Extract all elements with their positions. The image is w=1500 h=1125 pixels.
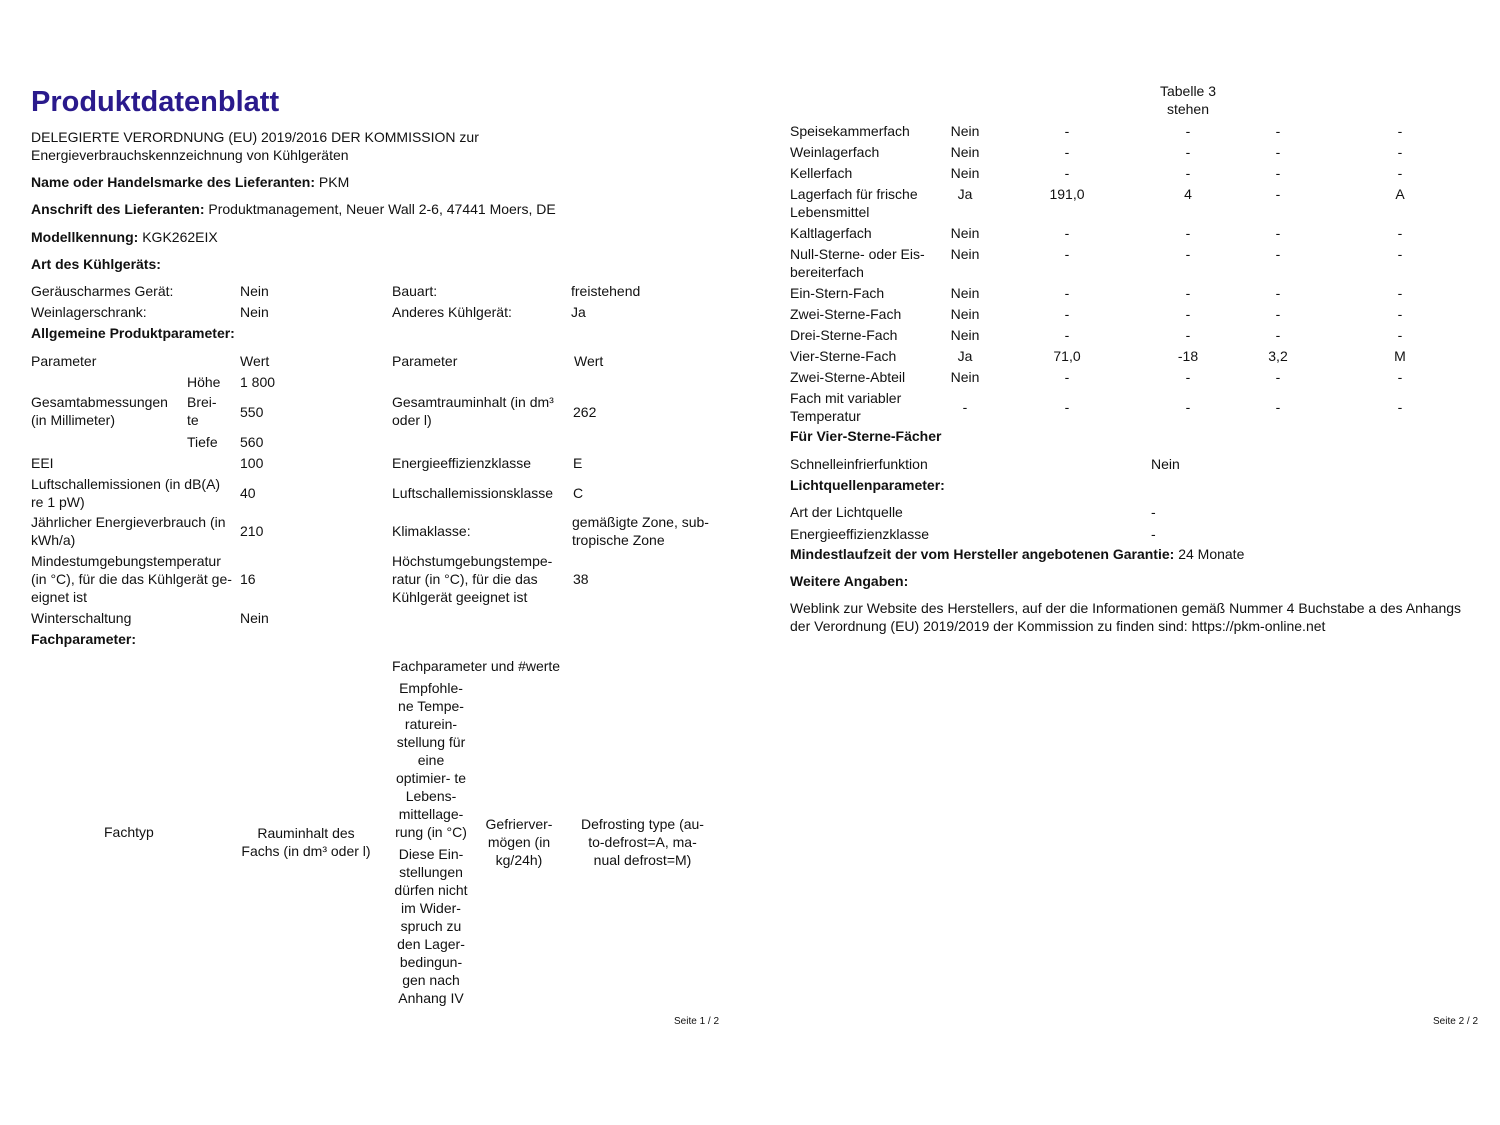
compartment-present: Nein — [950, 123, 980, 139]
compartment-volume: - — [1064, 123, 1070, 139]
supplier-label: Name oder Handelsmarke des Lieferanten: — [31, 174, 315, 190]
compartment-name: Drei-Sterne-Fach — [790, 327, 898, 343]
compartment-volume: - — [1064, 144, 1070, 160]
wine-cabinet-label: Weinlagerschrank: — [31, 304, 147, 320]
compartment-defrost-type: M — [1394, 348, 1406, 364]
compartment-volume: - — [1064, 246, 1070, 262]
compartment-present: - — [962, 399, 968, 415]
compartment-temperature: - — [1185, 327, 1191, 343]
compartment-volume: 71,0 — [1053, 348, 1081, 364]
light-energy-class-label: Energieeffizienzklasse — [790, 526, 930, 542]
compartment-present: Nein — [950, 246, 980, 262]
annual-energy-label: Jährlicher Energieverbrauch (in kWh/a) — [31, 514, 226, 548]
max-ambient-temp-label: Höchstumgebungstempe- ratur (in °C), für die das Kühlgerät geeignet ist — [392, 553, 553, 605]
col-header-temperature: Empfohle- ne Tempe- raturein- stellung für eine optimier- te Lebens- mittellage- rung (in °C) — [395, 680, 467, 840]
compartment-present: Nein — [950, 369, 980, 385]
height-value: 1 800 — [240, 374, 276, 390]
climate-class-label: Klimaklasse: — [392, 523, 471, 539]
warranty-value: 24 Monate — [1178, 546, 1245, 562]
min-ambient-temp-value: 16 — [240, 571, 256, 587]
value-header-1: Wert — [240, 353, 270, 369]
low-noise-label: Geräuscharmes Gerät: — [31, 283, 174, 299]
noise-emission-label: Luftschallemissionen (in dB(A) re 1 pW) — [31, 476, 221, 510]
compartment-present: Ja — [957, 186, 973, 202]
param-header-1: Parameter — [31, 353, 97, 369]
compartment-volume: - — [1064, 225, 1070, 241]
design-type-label: Bauart: — [392, 283, 438, 299]
compartment-present: Ja — [957, 348, 973, 364]
compartment-name: Ein-Stern-Fach — [790, 285, 885, 301]
compartment-name: Kaltlagerfach — [790, 225, 872, 241]
compartment-name: Zwei-Sterne-Abteil — [790, 369, 906, 385]
col-header-freezing-capacity: Gefrierver- mögen (in kg/24h) — [485, 816, 553, 868]
total-volume-label: Gesamtrauminhalt (in dm³ oder l) — [392, 394, 554, 428]
value-header-2: Wert — [574, 353, 604, 369]
compartment-freezing-capacity: - — [1275, 399, 1281, 415]
design-type-value: freistehend — [571, 283, 641, 299]
page-number-1: Seite 1 / 2 — [674, 1016, 720, 1027]
general-params-heading: Allgemeine Produktparameter: — [31, 325, 235, 341]
light-source-heading: Lichtquellenparameter: — [790, 477, 945, 493]
compartment-temperature: - — [1185, 369, 1191, 385]
compartment-freezing-capacity: - — [1275, 144, 1281, 160]
compartment-temperature: - — [1185, 144, 1191, 160]
four-star-heading: Für Vier-Sterne-Fächer — [790, 428, 942, 444]
compartment-temperature: -18 — [1177, 348, 1199, 364]
compartment-freezing-capacity: - — [1275, 186, 1281, 202]
compartment-freezing-capacity: - — [1275, 369, 1281, 385]
compartment-defrost-type: - — [1397, 399, 1403, 415]
compartment-present: Nein — [950, 225, 980, 241]
total-volume-value: 262 — [573, 404, 597, 420]
supplier-line — [31, 173, 349, 191]
compartment-name: Zwei-Sterne-Fach — [790, 306, 902, 322]
height-label: Höhe — [187, 374, 221, 390]
compartment-temperature: - — [1185, 306, 1191, 322]
light-energy-class-value: - — [1151, 526, 1156, 542]
compartment-present: Nein — [950, 327, 980, 343]
quick-freeze-value: Nein — [1151, 456, 1180, 472]
warranty-label: Mindestlaufzeit der vom Hersteller angebotenen Garantie: — [790, 546, 1175, 562]
noise-class-value: C — [573, 485, 584, 501]
compartment-volume: - — [1064, 327, 1070, 343]
compartment-freezing-capacity: - — [1275, 225, 1281, 241]
compartment-freezing-capacity: - — [1275, 123, 1281, 139]
model-label: Modellkennung: — [31, 229, 139, 245]
other-appliance-label: Anderes Kühlgerät: — [392, 304, 512, 320]
compartment-volume: - — [1064, 399, 1070, 415]
more-info-heading: Weitere Angaben: — [790, 573, 909, 589]
table-caption-line-1: Tabelle 3 — [1159, 83, 1217, 99]
compartment-freezing-capacity: - — [1275, 285, 1281, 301]
energy-class-label: Energieeffizienzklasse — [392, 455, 532, 471]
compartment-volume: - — [1064, 165, 1070, 181]
col-header-volume: Rauminhalt des Fachs (in dm³ oder l) — [241, 825, 371, 859]
compartment-name: Lagerfach für frische Lebensmittel — [790, 186, 918, 220]
warranty-line — [790, 545, 1244, 563]
compartment-temperature: - — [1185, 285, 1191, 301]
weblink-text: Weblink zur Website des Herstellers, auf der die Informationen gemäß Nummer 4 Buchstabe a des Anhangs der Verordnung (EU) 2019/2019 der Kommission zu finden sind: https://pkm-online.net — [790, 600, 1462, 634]
annual-energy-value: 210 — [240, 523, 264, 539]
compartment-temperature: - — [1185, 246, 1191, 262]
col-header-fachtyp: Fachtyp — [104, 824, 154, 840]
compartment-freezing-capacity: - — [1275, 165, 1281, 181]
address-line — [31, 200, 556, 218]
eei-label: EEI — [31, 455, 54, 471]
other-appliance-value: Ja — [571, 304, 586, 320]
col-header-temperature-note: Diese Ein- stellungen dürfen nicht im Wider- spruch zu den Lager- bedingun- gen nach Anhang IV — [394, 846, 468, 1006]
width-value: 550 — [240, 404, 264, 420]
model-line — [31, 228, 218, 246]
param-header-2: Parameter — [392, 353, 458, 369]
light-source-type-value: - — [1151, 504, 1156, 520]
compartment-name: Fach mit variabler Temperatur — [790, 390, 902, 424]
compartment-freezing-capacity: - — [1275, 327, 1281, 343]
climate-class-value: gemäßigte Zone, sub- tropische Zone — [572, 514, 709, 548]
eei-value: 100 — [240, 455, 264, 471]
compartment-params-heading: Fachparameter: — [31, 631, 137, 647]
wine-cabinet-value: Nein — [240, 304, 269, 320]
page-number-2: Seite 2 / 2 — [1433, 1016, 1479, 1027]
compartment-temperature: - — [1185, 399, 1191, 415]
table-caption — [1138, 82, 1238, 118]
compartment-defrost-type: - — [1397, 144, 1403, 160]
compartment-volume: 191,0 — [1049, 186, 1085, 202]
compartment-defrost-type: - — [1397, 225, 1403, 241]
noise-class-label: Luftschallemissionsklasse — [392, 485, 554, 501]
compartment-group-header: Fachparameter und #werte — [392, 658, 561, 674]
compartment-defrost-type: - — [1397, 246, 1403, 262]
max-ambient-temp-value: 38 — [573, 571, 589, 587]
compartment-present: Nein — [950, 144, 980, 160]
compartment-freezing-capacity: - — [1275, 246, 1281, 262]
compartment-defrost-type: - — [1397, 165, 1403, 181]
winter-switch-label: Winterschaltung — [31, 610, 132, 626]
compartment-freezing-capacity: 3,2 — [1268, 348, 1288, 364]
model-value: KGK262EIX — [142, 229, 218, 245]
depth-value: 560 — [240, 434, 264, 450]
energy-class-value: E — [573, 455, 583, 471]
page-title: Produktdatenblatt — [31, 86, 280, 118]
col-header-defrosting: Defrosting type (au- to-defrost=A, ma- nual defrost=M) — [581, 816, 704, 868]
compartment-volume: - — [1064, 369, 1070, 385]
depth-label: Tiefe — [187, 434, 218, 450]
dimensions-label: Gesamtabmessungen (in Millimeter) — [31, 394, 168, 428]
appliance-type-heading: Art des Kühlgeräts: — [31, 256, 161, 272]
compartment-defrost-type: - — [1397, 327, 1403, 343]
address-value: Produktmanagement, Neuer Wall 2-6, 47441 Moers, DE — [208, 201, 556, 217]
compartment-present: Nein — [950, 306, 980, 322]
compartment-volume: - — [1064, 285, 1070, 301]
compartment-name: Speisekammerfach — [790, 123, 910, 139]
compartment-temperature: - — [1185, 225, 1191, 241]
compartment-defrost-type: - — [1397, 306, 1403, 322]
compartment-name: Kellerfach — [790, 165, 853, 181]
compartment-freezing-capacity: - — [1275, 306, 1281, 322]
compartment-present: Nein — [950, 285, 980, 301]
light-source-type-label: Art der Lichtquelle — [790, 504, 903, 520]
compartment-temperature: 4 — [1184, 186, 1192, 202]
compartment-defrost-type: - — [1397, 369, 1403, 385]
compartment-name: Weinlagerfach — [790, 144, 880, 160]
compartment-name: Vier-Sterne-Fach — [790, 348, 897, 364]
quick-freeze-label: Schnelleinfrierfunktion — [790, 456, 928, 472]
low-noise-value: Nein — [240, 283, 269, 299]
supplier-value: PKM — [318, 174, 350, 190]
compartment-defrost-type: A — [1395, 186, 1405, 202]
compartment-name: Null-Sterne- oder Eis- bereiterfach — [790, 246, 925, 280]
address-label: Anschrift des Lieferanten: — [31, 201, 205, 217]
width-label: Brei- te — [187, 394, 217, 428]
winter-switch-value: Nein — [240, 610, 269, 626]
noise-emission-value: 40 — [240, 485, 256, 501]
table-caption-line-2: stehen — [1166, 101, 1210, 117]
compartment-volume: - — [1064, 306, 1070, 322]
compartment-defrost-type: - — [1397, 285, 1403, 301]
min-ambient-temp-label: Mindestumgebungstemperatur (in °C), für die das Kühlgerät ge- eignet ist — [31, 553, 232, 605]
compartment-temperature: - — [1185, 123, 1191, 139]
compartment-present: Nein — [950, 165, 980, 181]
compartment-defrost-type: - — [1397, 123, 1403, 139]
compartment-temperature: - — [1185, 165, 1191, 181]
regulation-text: DELEGIERTE VERORDNUNG (EU) 2019/2016 DER KOMMISSION zur Energieverbrauchskennzeichnung von Kühlgeräten — [31, 129, 479, 163]
